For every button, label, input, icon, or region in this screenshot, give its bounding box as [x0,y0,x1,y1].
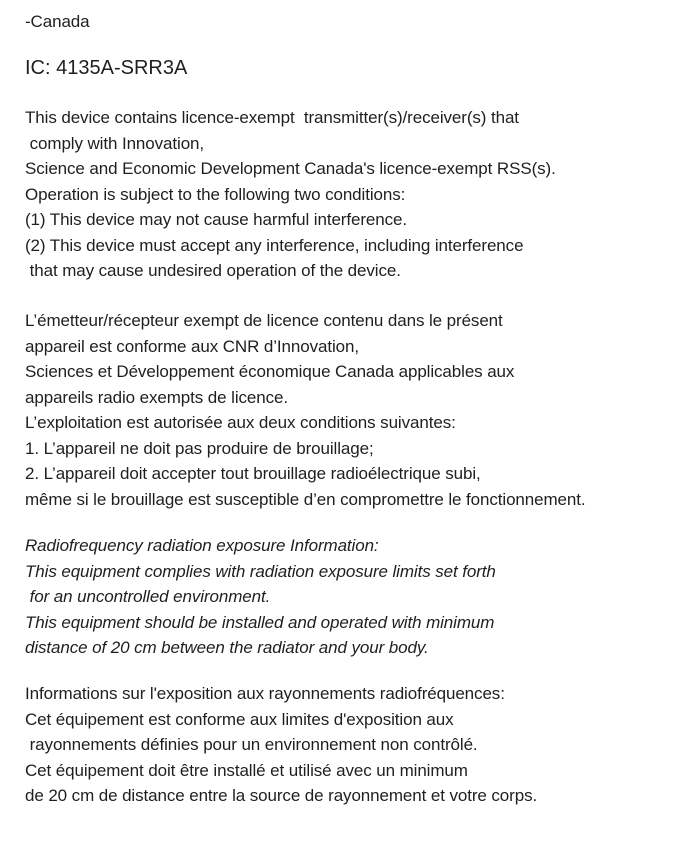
text-line: Sciences et Développement économique Canada applicables aux [25,362,515,381]
text-line: This equipment should be installed and operated with minimum [25,612,495,632]
text-line: comply with Innovation, [25,133,205,153]
text-line: distance of 20 cm between the radiator and your body. [25,638,429,657]
text-line: (1) This device may not cause harmful interference. [25,210,407,229]
paragraph-en-rf-exposure [25,533,682,661]
text-line: L’émetteur/récepteur exempt de licence contenu dans le présent [25,311,503,330]
text-line: de 20 cm de distance entre la source de rayonnement et votre corps. [25,786,538,805]
text-line: même si le brouillage est susceptible d’en compromettre le fonctionnement. [25,489,586,509]
text-line: Operation is subject to the following two conditions: [25,184,406,204]
text-line: This device contains licence-exempt transmitter(s)/receiver(s) that [25,108,519,127]
text-line: (2) This device must accept any interference, including interference [25,235,524,255]
text-line: 2. L’appareil doit accepter tout brouillage radioélectrique subi, [25,464,481,483]
text-line: 1. L’appareil ne doit pas produire de brouillage; [25,438,374,458]
text-line: for an uncontrolled environment. [25,587,271,606]
ic-certification-number: IC: 4135A-SRR3A [25,57,188,79]
text-line: L’exploitation est autorisée aux deux conditions suivantes: [25,413,456,432]
text-line: Informations sur l'exposition aux rayonnements radiofréquences: [25,684,505,703]
paragraph-en-licence-statement [25,105,682,284]
text-line: This equipment complies with radiation exposure limits set forth [25,561,496,581]
text-line: Radiofrequency radiation exposure Information: [25,536,379,555]
country-label: -Canada [25,12,90,31]
text-line: Cet équipement est conforme aux limites d'exposition aux [25,709,454,729]
paragraph-fr-licence-statement [25,308,682,512]
text-line: appareils radio exempts de licence. [25,387,288,407]
text-line: rayonnements définies pour un environnement non contrôlé. [25,735,478,754]
text-line: that may cause undesired operation of the device. [25,261,401,280]
text-line: Science and Economic Development Canada's licence-exempt RSS(s). [25,159,556,178]
text-line: appareil est conforme aux CNR d’Innovation, [25,336,359,356]
paragraph-fr-rf-exposure [25,681,682,809]
text-line: Cet équipement doit être installé et utilisé avec un minimum [25,760,468,780]
